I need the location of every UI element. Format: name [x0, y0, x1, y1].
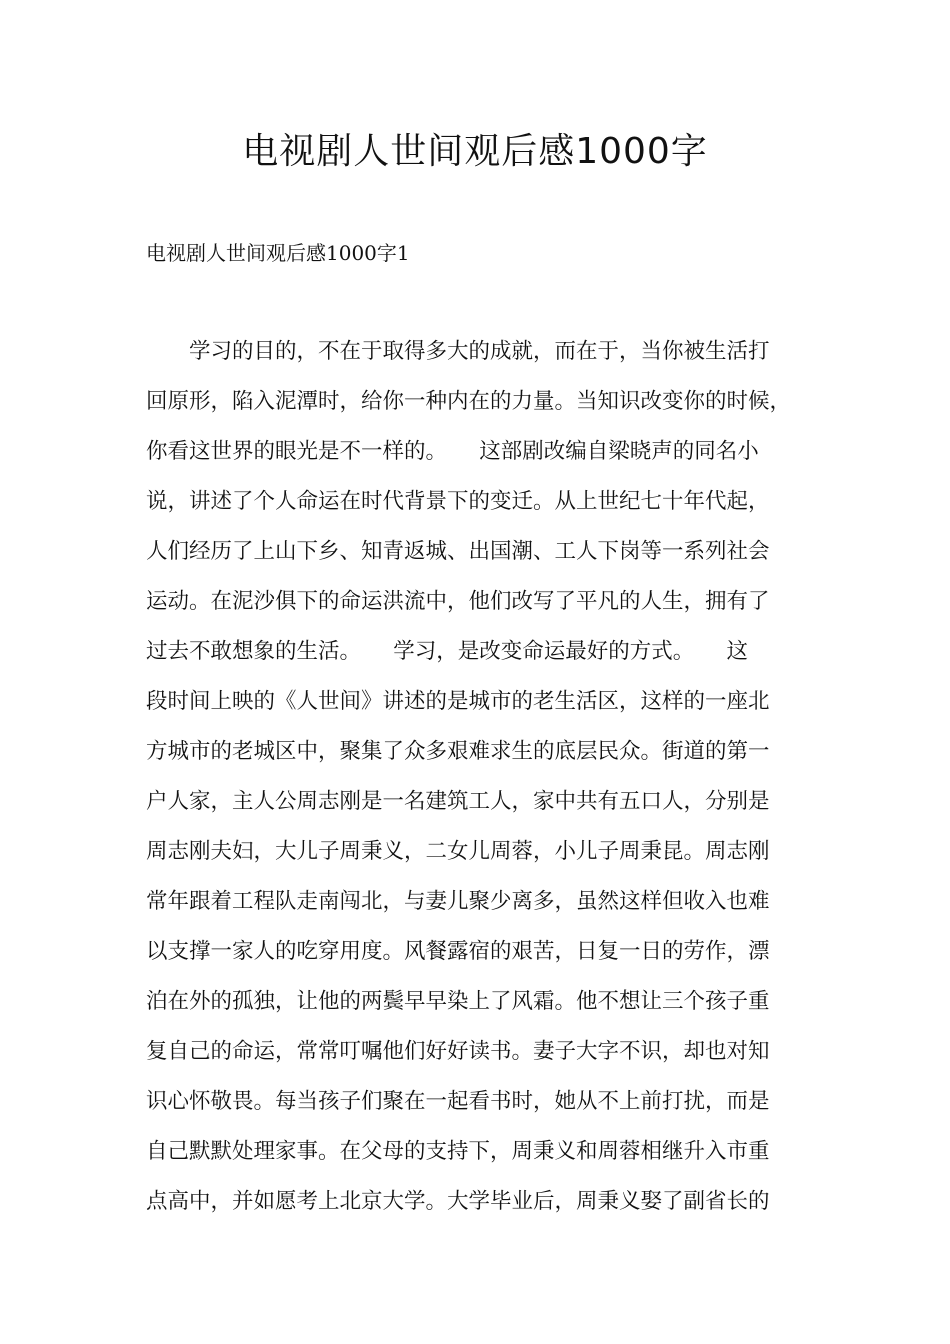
text-line: 方城市的老城区中，聚集了众多艰难求生的底层民众。街道的第一 — [146, 739, 770, 764]
text-line: 周志刚夫妇，大儿子周秉义，二女儿周蓉，小儿子周秉昆。周志刚 — [146, 839, 770, 864]
text-line: 运动。在泥沙俱下的命运洪流中，他们改写了平凡的人生，拥有了 — [146, 589, 770, 614]
text-line: 泊在外的孤独，让他的两鬓早早染上了风霜。他不想让三个孩子重 — [146, 989, 770, 1014]
text-line: 说，讲述了个人命运在时代背景下的变迁。从上世纪七十年代起， — [146, 489, 770, 514]
text-line: 过去不敢想象的生活。 学习，是改变命运最好的方式。 这 — [146, 639, 749, 664]
text-line: 常年跟着工程队走南闯北，与妻儿聚少离多，虽然这样但收入也难 — [146, 889, 770, 914]
text-line: 人们经历了上山下乡、知青返城、出国潮、工人下岗等一系列社会 — [146, 539, 770, 564]
text-line: 以支撑一家人的吃穿用度。风餐露宿的艰苦，日复一日的劳作，漂 — [146, 939, 770, 964]
text-line: 自己默默处理家事。在父母的支持下，周秉义和周蓉相继升入市重 — [146, 1139, 770, 1164]
text-line: 回原形，陷入泥潭时，给你一种内在的力量。当知识改变你的时候， — [146, 389, 792, 414]
text-line: 你看这世界的眼光是不一样的。 这部剧改编自梁晓声的同名小 — [146, 439, 759, 464]
text-line: 复自己的命运，常常叮嘱他们好好读书。妻子大字不识，却也对知 — [146, 1039, 770, 1064]
text-line: 户人家，主人公周志刚是一名建筑工人，家中共有五口人，分别是 — [146, 789, 770, 814]
document-title: 电视剧人世间观后感1000字 — [242, 131, 708, 172]
body-paragraph — [146, 327, 822, 1227]
text-line: 识心怀敬畏。每当孩子们聚在一起看书时，她从不上前打扰，而是 — [146, 1089, 770, 1114]
text-line: 学习的目的，不在于取得多大的成就，而在于，当你被生活打 — [146, 339, 770, 364]
text-line: 点高中，并如愿考上北京大学。大学毕业后，周秉义娶了副省长的 — [146, 1189, 770, 1214]
text-line: 段时间上映的《人世间》讲述的是城市的老生活区，这样的一座北 — [146, 689, 770, 714]
section-heading: 电视剧人世间观后感1000字1 — [146, 241, 410, 265]
